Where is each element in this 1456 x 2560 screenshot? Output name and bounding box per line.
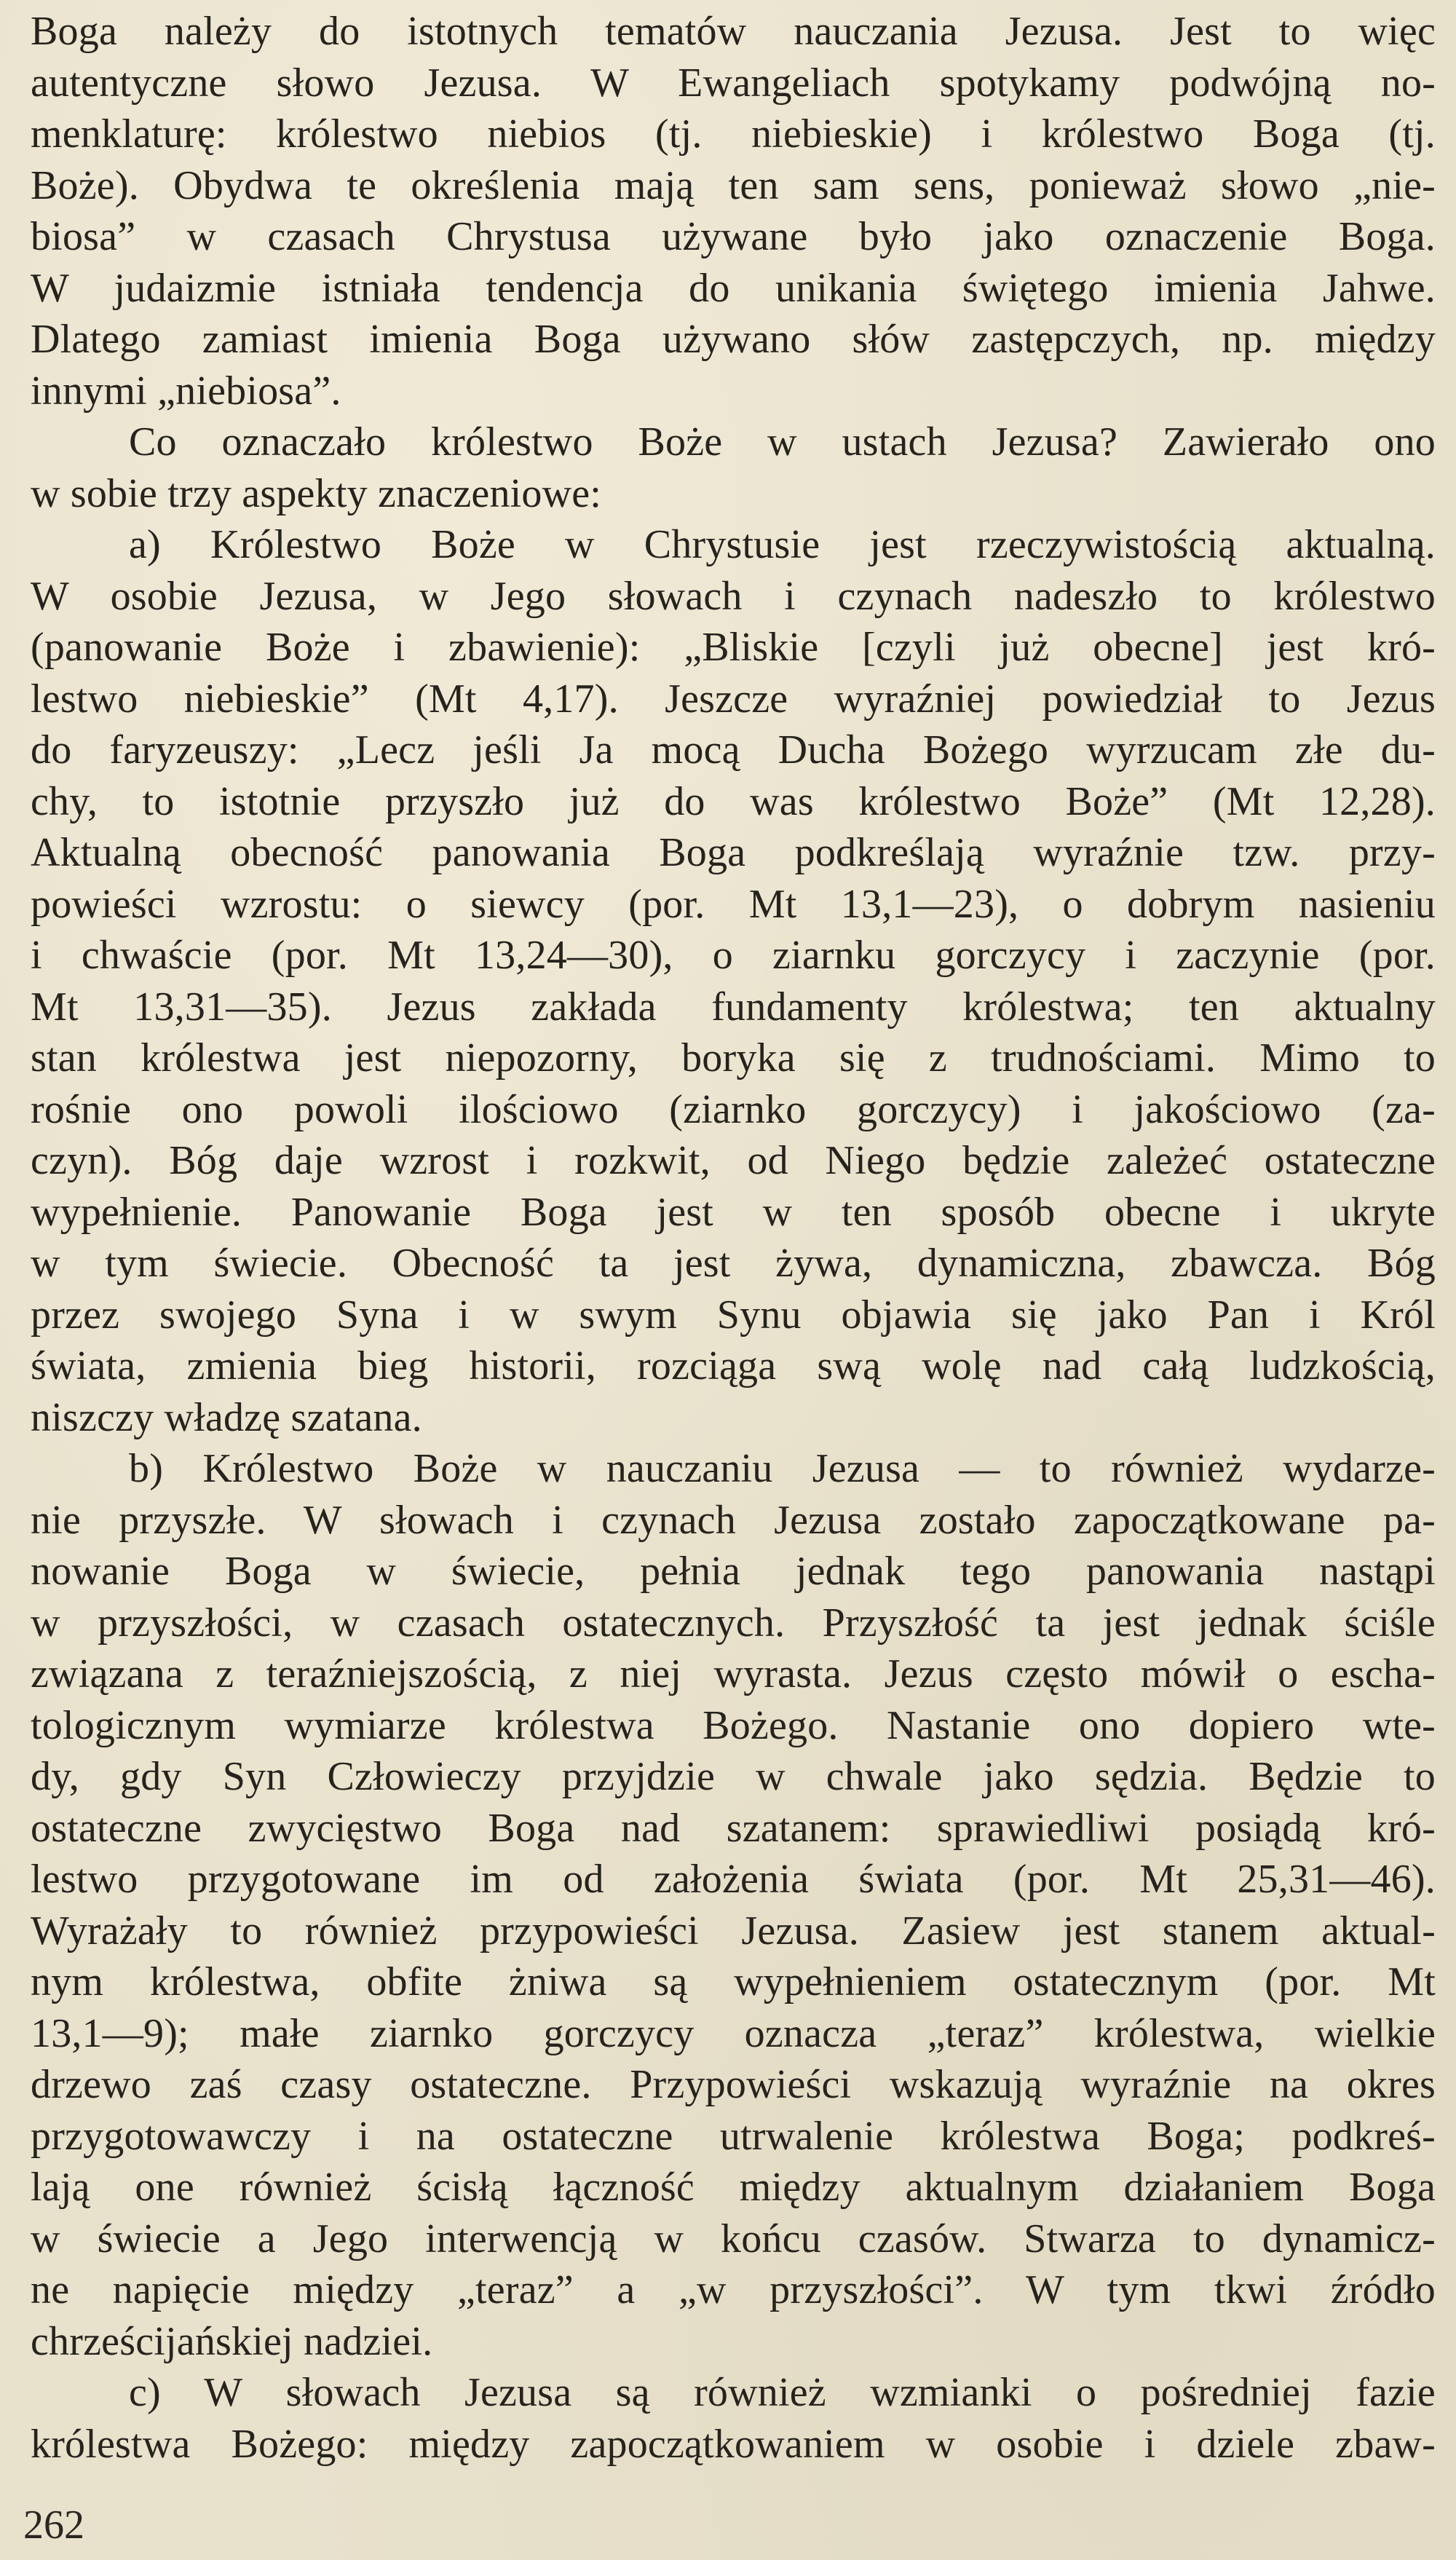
text-line: chrześcijańskiej nadziei.: [31, 2318, 433, 2364]
text-line: chy, to istotnie przyszło już do was królestwo Boże” (Mt 12,28).: [31, 778, 1436, 824]
text-line: lają one również ścisłą łączność między aktualnym działaniem Boga: [31, 2165, 1436, 2210]
text-line: niszczy władzę szatana.: [31, 1394, 422, 1440]
text-line: W judaizmie istniała tendencja do unikania świętego imienia Jahwe.: [31, 265, 1436, 311]
text-line: przygotowawczy i na ostateczne utrwalenie królestwa Boga; podkreś-: [31, 2113, 1436, 2159]
text-line: menklaturę: królestwo niebios (tj. niebieskie) i królestwo Boga (tj.: [31, 111, 1436, 157]
text-line: świata, zmienia bieg historii, rozciąga swą wolę nad całą ludzkością,: [31, 1343, 1436, 1388]
text-line: Co oznaczało królestwo Boże w ustach Jezusa? Zawierało ono: [129, 419, 1436, 465]
text-line: ostateczne zwycięstwo Boga nad szatanem: sprawiedliwi posiądą kró-: [31, 1805, 1436, 1851]
text-line: Mt 13,31—35). Jezus zakłada fundamenty królestwa; ten aktualny: [31, 984, 1436, 1030]
text-line: czyn). Bóg daje wzrost i rozkwit, od Niego będzie zależeć ostateczne: [31, 1138, 1436, 1183]
text-line: stan królestwa jest niepozorny, boryka się z trudnościami. Mimo to: [31, 1035, 1436, 1081]
text-line: b) Królestwo Boże w nauczaniu Jezusa — to również wydarze-: [129, 1446, 1436, 1491]
text-line: lestwo niebieskie” (Mt 4,17). Jeszcze wyraźniej powiedział to Jezus: [31, 676, 1436, 722]
text-line: autentyczne słowo Jezusa. W Ewangeliach spotykamy podwójną no-: [31, 60, 1436, 106]
text-line: wypełnienie. Panowanie Boga jest w ten sposób obecne i ukryte: [31, 1189, 1436, 1235]
body-text: [31, 6, 1436, 2470]
text-line: przez swojego Syna i w swym Synu objawia się jako Pan i Król: [31, 1292, 1436, 1338]
text-line: nowanie Boga w świecie, pełnia jednak tego panowania nastąpi: [31, 1549, 1436, 1594]
text-line: w świecie a Jego interwencją w końcu czasów. Stwarza to dynamicz-: [31, 2216, 1436, 2261]
text-line: Aktualną obecność panowania Boga podkreślają wyraźnie tzw. przy-: [31, 830, 1436, 875]
text-line: w przyszłości, w czasach ostatecznych. Przyszłość ta jest jednak ściśle: [31, 1600, 1436, 1646]
text-line: w tym świecie. Obecność ta jest żywa, dynamiczna, zbawcza. Bóg: [31, 1241, 1436, 1286]
text-line: w sobie trzy aspekty znaczeniowe:: [31, 470, 602, 516]
text-line: a) Królestwo Boże w Chrystusie jest rzeczywistością aktualną.: [129, 522, 1436, 567]
text-line: powieści wzrostu: o siewcy (por. Mt 13,1—23), o dobrym nasieniu: [31, 881, 1436, 927]
text-line: królestwa Bożego: między zapoczątkowaniem w osobie i dziele zbaw-: [31, 2421, 1436, 2467]
text-line: biosa” w czasach Chrystusa używane było jako oznaczenie Boga.: [31, 214, 1436, 259]
text-line: c) W słowach Jezusa są również wzmianki o pośredniej fazie: [129, 2370, 1436, 2415]
text-line: do faryzeuszy: „Lecz jeśli Ja mocą Ducha Bożego wyrzucam złe du-: [31, 727, 1436, 773]
text-line: rośnie ono powoli ilościowo (ziarnko gorczycy) i jakościowo (za-: [31, 1086, 1436, 1132]
text-line: dy, gdy Syn Człowieczy przyjdzie w chwale jako sędzia. Będzie to: [31, 1754, 1436, 1799]
text-line: Wyrażały to również przypowieści Jezusa. Zasiew jest stanem aktual-: [31, 1908, 1436, 1953]
text-line: Dlatego zamiast imienia Boga używano słów zastępczych, np. między: [31, 317, 1436, 362]
text-line: 13,1—9); małe ziarnko gorczycy oznacza „teraz” królestwa, wielkie: [31, 2010, 1436, 2056]
text-line: nie przyszłe. W słowach i czynach Jezusa zostało zapoczątkowane pa-: [31, 1497, 1436, 1543]
text-line: Boga należy do istotnych tematów nauczania Jezusa. Jest to więc: [31, 9, 1436, 54]
text-line: nym królestwa, obfite żniwa są wypełnieniem ostatecznym (por. Mt: [31, 1959, 1436, 2004]
page-number: 262: [23, 2502, 84, 2548]
text-line: i chwaście (por. Mt 13,24—30), o ziarnku gorczycy i zaczynie (por.: [31, 933, 1436, 978]
text-line: lestwo przygotowane im od założenia świata (por. Mt 25,31—46).: [31, 1857, 1436, 1902]
text-line: W osobie Jezusa, w Jego słowach i czynach nadeszło to królestwo: [31, 573, 1436, 619]
text-line: Boże). Obydwa te określenia mają ten sam sens, ponieważ słowo „nie-: [31, 162, 1436, 208]
text-line: innymi „niebiosa”.: [31, 368, 341, 414]
text-line: (panowanie Boże i zbawienie): „Bliskie [czyli już obecne] jest kró-: [31, 625, 1436, 670]
text-line: związana z teraźniejszością, z niej wyrasta. Jezus często mówił o escha-: [31, 1651, 1436, 1696]
text-line: tologicznym wymiarze królestwa Bożego. Nastanie ono dopiero wte-: [31, 1702, 1436, 1748]
text-line: ne napięcie między „teraz” a „w przyszłości”. W tym tkwi źródło: [31, 2267, 1436, 2312]
text-line: drzewo zaś czasy ostateczne. Przypowieści wskazują wyraźnie na okres: [31, 2062, 1436, 2107]
